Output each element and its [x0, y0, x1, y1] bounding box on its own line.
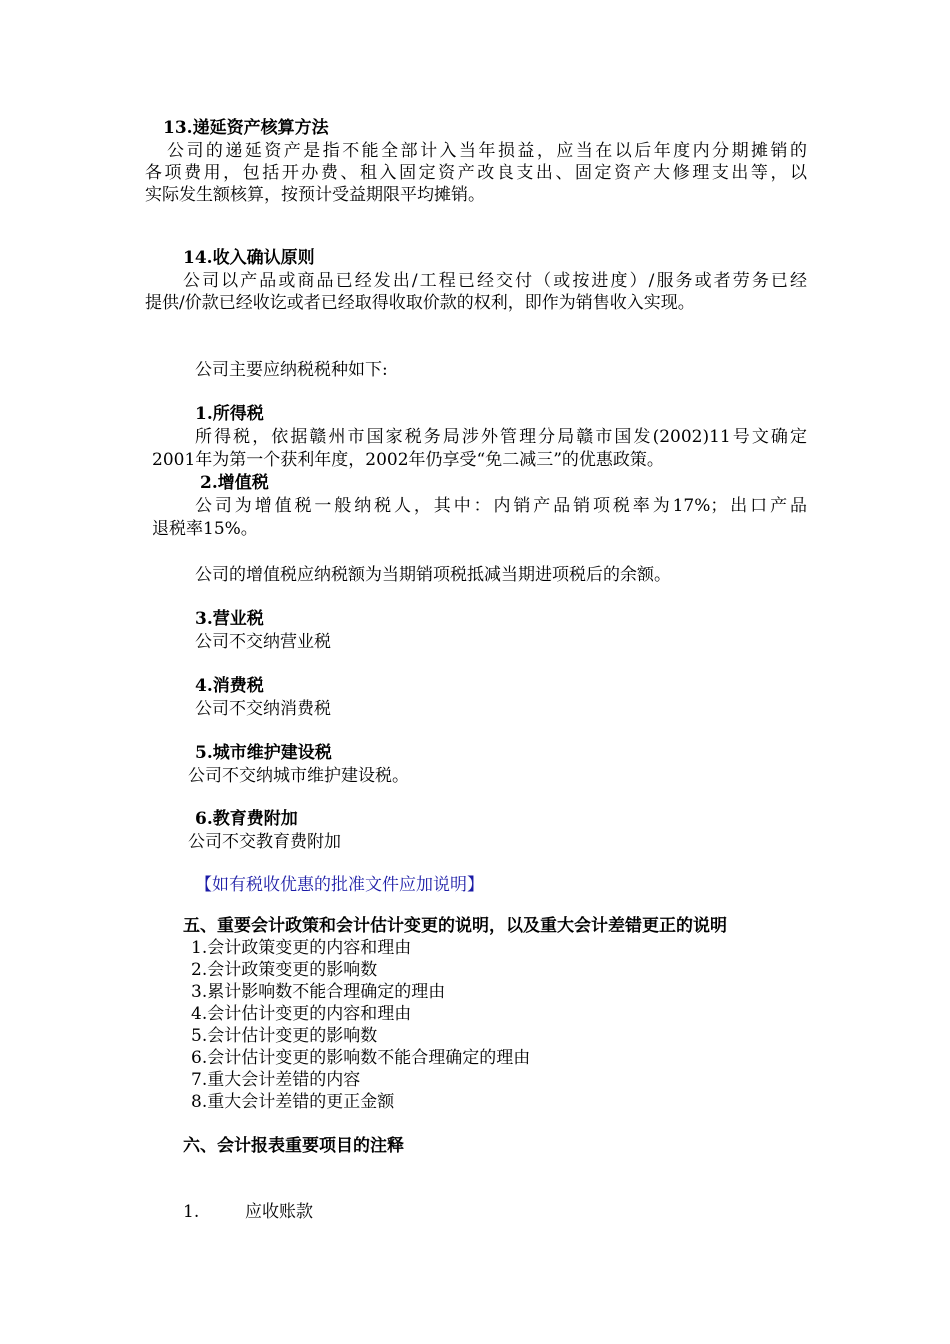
education-text: 公司不交教育费附加	[188, 832, 341, 852]
vat-line-1: 公司为增值税一般纳税人，其中：内销产品销项税率为17%；出口产品	[195, 496, 807, 516]
section-5-item-4: 4.会计估计变更的内容和理由	[191, 1004, 412, 1024]
section-5-item-1: 1.会计政策变更的内容和理由	[191, 938, 412, 958]
section-14-line-2: 提供/价款已经收讫或者已经取得收取价款的权利，即作为销售收入实现。	[145, 293, 695, 313]
section-14-heading: 14.收入确认原则	[183, 248, 315, 268]
section-5-item-5: 5.会计估计变更的影响数	[191, 1026, 378, 1046]
urban-tax-text: 公司不交纳城市维护建设税。	[188, 766, 409, 786]
income-tax-line-1: 所得税，依据赣州市国家税务局涉外管理分局赣市国发(2002)11号文确定	[195, 427, 807, 447]
preferential-note: 【如有税收优惠的批准文件应加说明】	[195, 875, 484, 895]
section-13-line-2: 各项费用，包括开办费、租入固定资产改良支出、固定资产大修理支出等，以	[145, 163, 807, 183]
vat-heading: 2.增值税	[200, 473, 269, 493]
business-tax-heading: 3.营业税	[195, 609, 264, 629]
section-6-item-label: 应收账款	[245, 1202, 313, 1222]
income-tax-heading: 1.所得税	[195, 404, 264, 424]
vat-line-2: 退税率15%。	[152, 519, 258, 539]
section-13-line-1: 公司的递延资产是指不能全部计入当年损益，应当在以后年度内分期摊销的	[167, 141, 807, 161]
urban-tax-heading: 5.城市维护建设税	[195, 743, 332, 763]
section-5-heading: 五、重要会计政策和会计估计变更的说明，以及重大会计差错更正的说明	[183, 916, 727, 936]
section-6-heading: 六、会计报表重要项目的注释	[183, 1136, 404, 1156]
section-5-item-8: 8.重大会计差错的更正金额	[191, 1092, 395, 1112]
section-13-heading: 13.递延资产核算方法	[163, 118, 329, 138]
education-heading: 6.教育费附加	[195, 809, 298, 829]
business-tax-text: 公司不交纳营业税	[195, 632, 331, 652]
section-5-item-2: 2.会计政策变更的影响数	[191, 960, 378, 980]
section-13-line-3: 实际发生额核算，按预计受益期限平均摊销。	[145, 185, 485, 205]
income-tax-line-2: 2001年为第一个获利年度，2002年仍享受“免二减三”的优惠政策。	[152, 450, 664, 470]
consumption-tax-text: 公司不交纳消费税	[195, 699, 331, 719]
tax-intro: 公司主要应纳税税种如下:	[195, 360, 388, 380]
section-5-item-7: 7.重大会计差错的内容	[191, 1070, 361, 1090]
vat-note: 公司的增值税应纳税额为当期销项税抵减当期进项税后的余额。	[195, 565, 671, 585]
section-5-item-6: 6.会计估计变更的影响数不能合理确定的理由	[191, 1048, 531, 1068]
consumption-tax-heading: 4.消费税	[195, 676, 264, 696]
section-14-line-1: 公司以产品或商品已经发出/工程已经交付（或按进度）/服务或者劳务已经	[183, 271, 807, 291]
section-5-item-3: 3.累计影响数不能合理确定的理由	[191, 982, 446, 1002]
section-6-item-number: 1.	[183, 1202, 200, 1222]
